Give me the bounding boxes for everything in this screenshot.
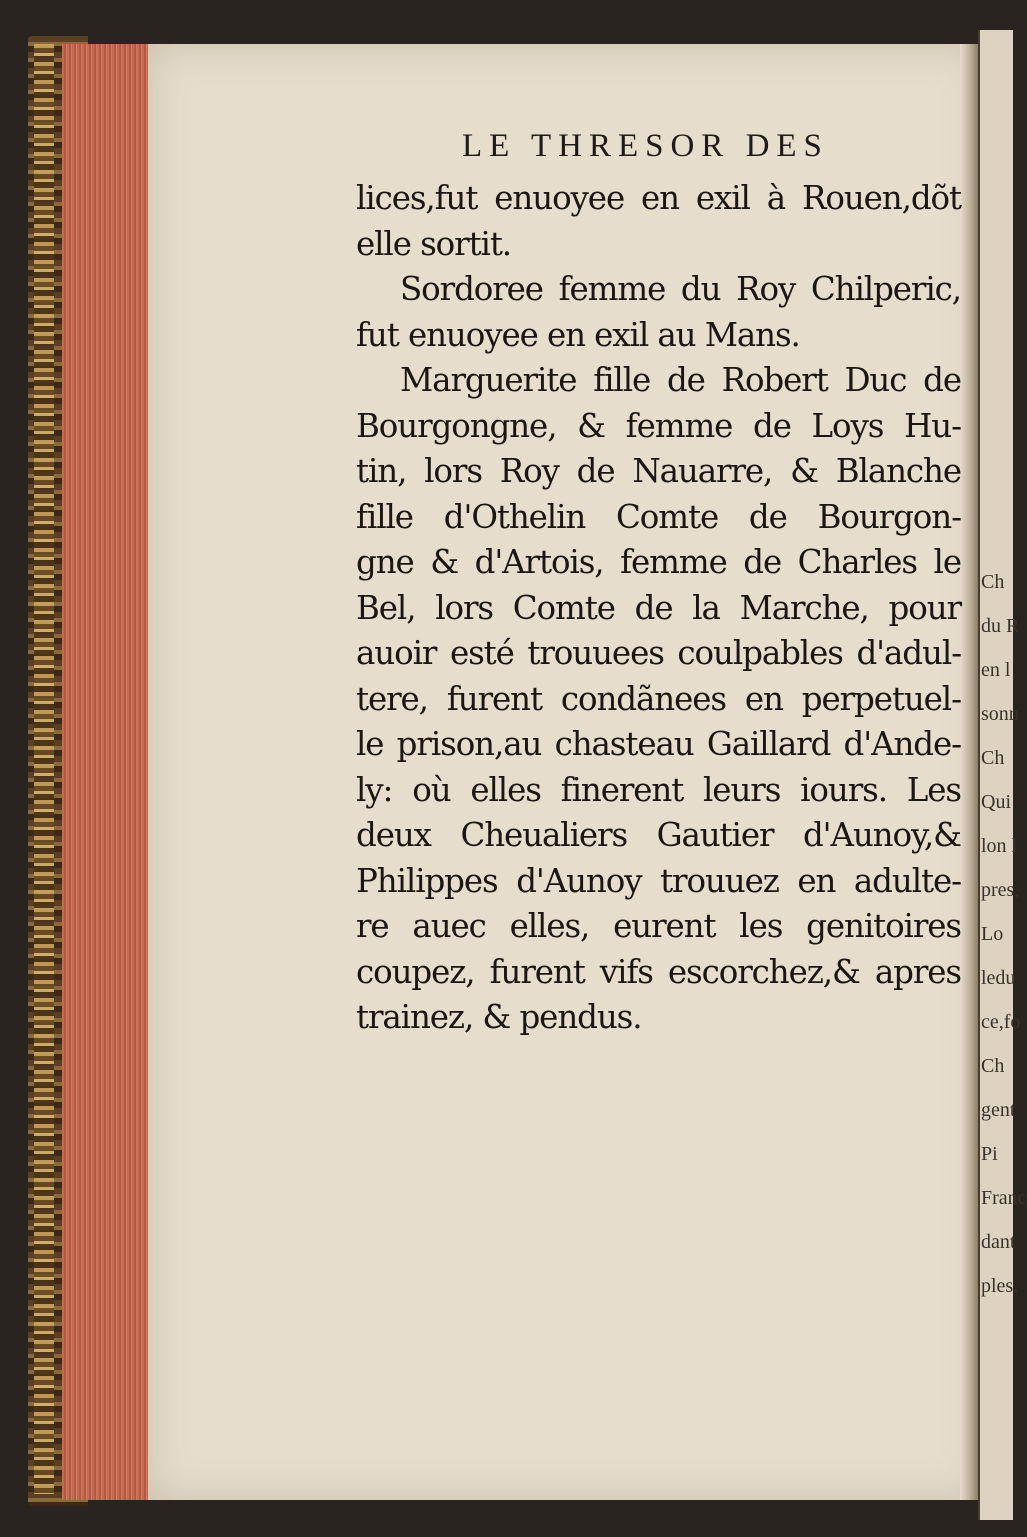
facing-fragment: Franc	[981, 1187, 1027, 1209]
facing-fragment: Ch	[981, 571, 1005, 593]
text-line: Philippes d'Aunoy trouuez en adulte-	[356, 861, 961, 900]
text-line: Bourgongne, & femme de Loys Hu-	[356, 406, 961, 445]
text-line: deux Cheualiers Gautier d'Aunoy,&	[356, 816, 961, 854]
facing-fragment: Qui	[981, 791, 1011, 813]
facing-fragment: pres,	[981, 879, 1020, 901]
facing-fragment: lon l	[981, 835, 1018, 857]
facing-fragment: dant	[981, 1231, 1016, 1253]
facing-fragment: Lo	[981, 923, 1004, 945]
text-line: lices,fut enuoyee en exil à Rouen,dõt	[356, 179, 961, 217]
facing-fragment: Ch	[981, 747, 1005, 769]
text-line: le prison,au chasteau Gaillard d'Ande-	[356, 725, 961, 763]
body-text	[356, 176, 961, 1041]
gilt-spine-tooling	[34, 44, 54, 1494]
red-page-edges	[62, 44, 152, 1500]
facing-fragment: Ch	[981, 1055, 1005, 1077]
facing-page-text	[981, 560, 1027, 1308]
text-line: re auec elles, eurent les genitoires	[356, 907, 961, 945]
text-line: fut enuoyee en exil au Mans.	[356, 315, 800, 354]
text-line: tere, furent condãnees en perpetuel-	[356, 679, 961, 718]
text-line: tin, lors Roy de Nauarre, & Blanche	[356, 452, 961, 490]
running-head: LE THRESOR DES	[462, 128, 829, 164]
text-line: Sordoree femme du Roy Chilperic,	[400, 270, 961, 308]
text-line: gne & d'Artois, femme de Charles le	[356, 543, 961, 581]
text-line: Marguerite fille de Robert Duc de	[400, 361, 961, 399]
text-line: auoir esté trouuees coulpables d'adul-	[356, 634, 961, 672]
facing-fragment: Pi	[981, 1143, 998, 1165]
text-line: elle sortit.	[356, 224, 512, 263]
facing-fragment: ples.	[981, 1275, 1019, 1297]
text-line: fille d'Othelin Comte de Bourgon-	[356, 497, 961, 536]
text-line: ly: où elles finerent leurs iours. Les	[356, 770, 961, 809]
facing-fragment: en l	[981, 659, 1011, 681]
facing-fragment: du R	[981, 615, 1020, 637]
facing-fragment: gent	[981, 1099, 1016, 1121]
text-line: coupez, furent vifs escorchez,& apres	[356, 952, 961, 991]
text-line: trainez, & pendus.	[356, 998, 642, 1036]
text-line: Bel, lors Comte de la Marche, pour	[356, 588, 961, 627]
facing-fragment: sonn	[981, 703, 1019, 725]
facing-fragment: ledu	[981, 967, 1016, 989]
facing-fragment: ce,fo	[981, 1011, 1021, 1033]
